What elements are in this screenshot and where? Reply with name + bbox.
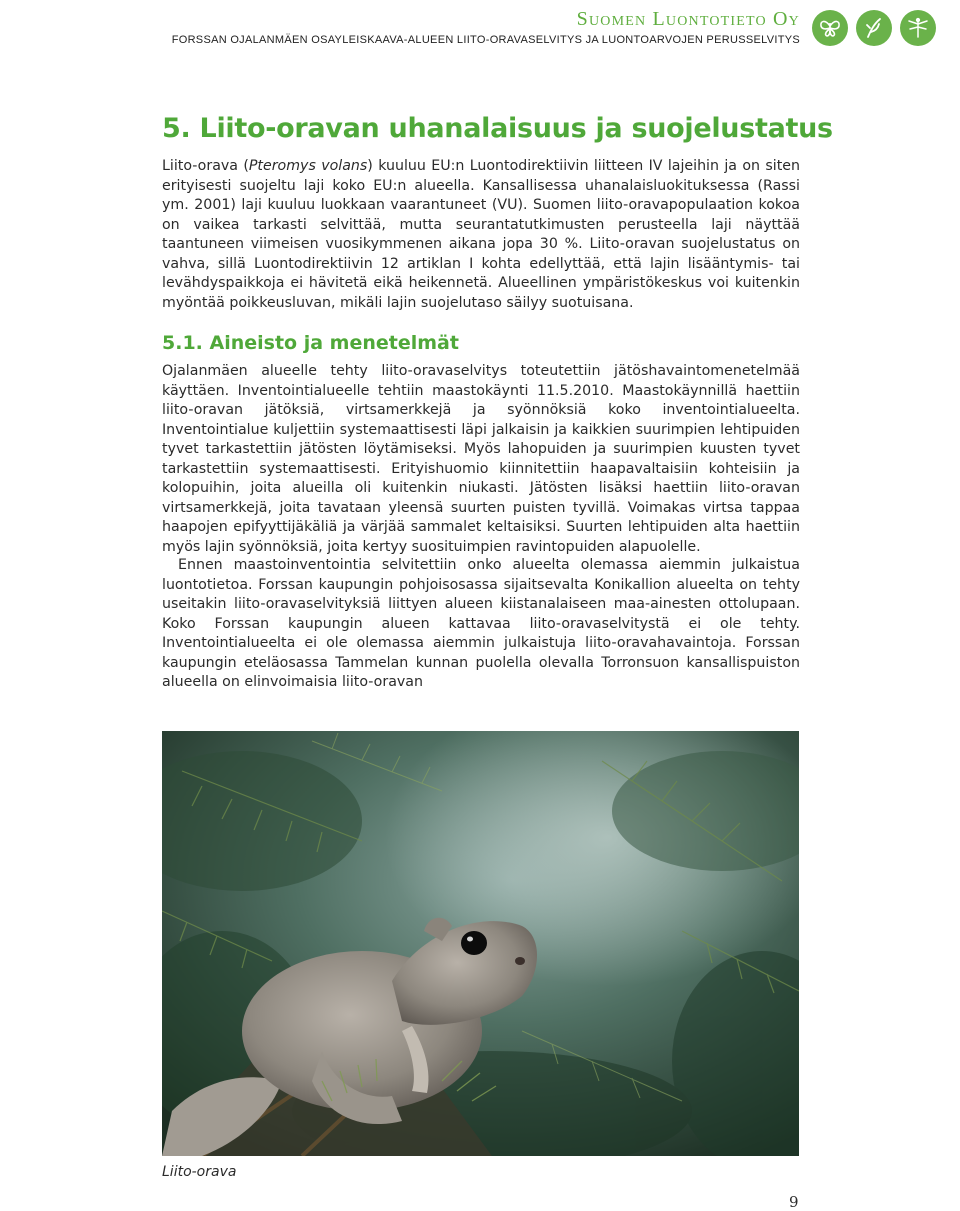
- page-header: [0, 0, 960, 60]
- paragraph-prior-data: Ennen maastoinventointia selvitettiin onko alueelta olemassa aiemmin julkaistua luontotietoa. Forssan kaupungin pohjoisosassa sijaitsevalta Konikallion alueelta on tehty useitakin liito-oravaselvityksiä liittyen alueen kiistanalaiseen maa-ainesten ottolupaan. Koko Forssan kaupungin alueen kattavaa liito-oravaselvitystä ei ole tehty. Inventointialueelta ei ole olemassa aiemmin julkaistuja liito-oravahavaintoja. Forssan kaupungin eteläosassa Tammelan kunnan puolella olevalla Torronsuon kansallispuiston alueella on elinvoimaisia liito-oravan: [162, 557, 800, 690]
- butterfly-icon: [812, 10, 848, 46]
- page-number: 9: [789, 1193, 799, 1211]
- dragonfly-icon: [900, 10, 936, 46]
- company-name: Suomen Luontotieto Oy: [576, 8, 800, 30]
- paragraph-status-start: Liito-orava (: [162, 158, 249, 174]
- section-heading: 5. Liito-oravan uhanalaisuus ja suojelustatus: [162, 113, 833, 144]
- paragraph-status: [162, 157, 800, 313]
- species-latin-name: Pteromys volans: [248, 158, 368, 174]
- subsection-heading: 5.1. Aineisto ja menetelmät: [162, 332, 459, 354]
- paragraph-methods: Ojalanmäen alueelle tehty liito-oravaselvitys toteutettiin jätöshavaintomenetelmää käyttäen. Inventointialueelle tehtiin maastokäynti 11.5.2010. Maastokäynnillä haettiin liito-oravan jätöksiä, virtsamerkkejä ja syönnöksiä koko inventointialueelta. Inventointialue kuljettiin systemaattisesti läpi jalkaisin ja kaikkien suurimpien lehtipuiden tyvet tarkastettiin jätösten löytämiseksi. Myös lahopuiden ja suurimpien kuusten tyvet tarkastettiin systemaattisesti. Erityishuomio kiinnitettiin haapavaltaisiin kohteisiin ja kolopuihin, joita alueilla oli kuitenkin niukasti. Jätösten lisäksi haettiin liito-oravan virtsamerkkejä, joita tavataan yleensä suurten puisten tyvillä. Voimakas virtsa tappaa haapojen epifyyttijäkäliä ja värjää sammalet keltaisiksi. Suurten lehtipuiden alta haettiin myös lajin syönnöksiä, joita kertyy suosituimpien ravintopuiden alapuolelle.: [162, 363, 800, 555]
- main-content: [162, 112, 833, 690]
- bird-icon: [856, 10, 892, 46]
- figure-caption: Liito-orava: [162, 1164, 237, 1180]
- paragraph-status-rest: ) kuuluu EU:n Luontodirektiivin liitteen IV lajeihin ja on siten erityisesti suojeltu laji koko EU:n alueella. Kansallisessa uhanalaisluokituksessa (Rassi ym. 2001) laji kuuluu luokkaan vaarantuneet (VU). Suomen liito-oravapopulaation kokoa on vaikea tarkasti selvittää, mutta seurantatutkimusten perusteella laji näyttää taantuneen viimeisen vuosikymmenen aikana jopa 30 %. Liito-oravan suojelustatus on vahva, sillä Luontodirektiivin 12 artiklan I kohta edellyttää, että lajin lisääntymis- tai levähdyspaikkoja ei hävitetä eikä heikennetä. Alueellinen ympäristökeskus voi kuitenkin myöntää poikkeusluvan, mikäli lajin suojelutaso säilyy suotuisana.: [162, 158, 800, 311]
- flying-squirrel-photo: [162, 731, 799, 1156]
- report-subtitle: FORSSAN OJALANMÄEN OSAYLEISKAAVA-ALUEEN LIITO-ORAVASELVITYS JA LUONTOARVOJEN PERUSSELVITYS: [171, 34, 800, 46]
- logo-group: [812, 10, 938, 46]
